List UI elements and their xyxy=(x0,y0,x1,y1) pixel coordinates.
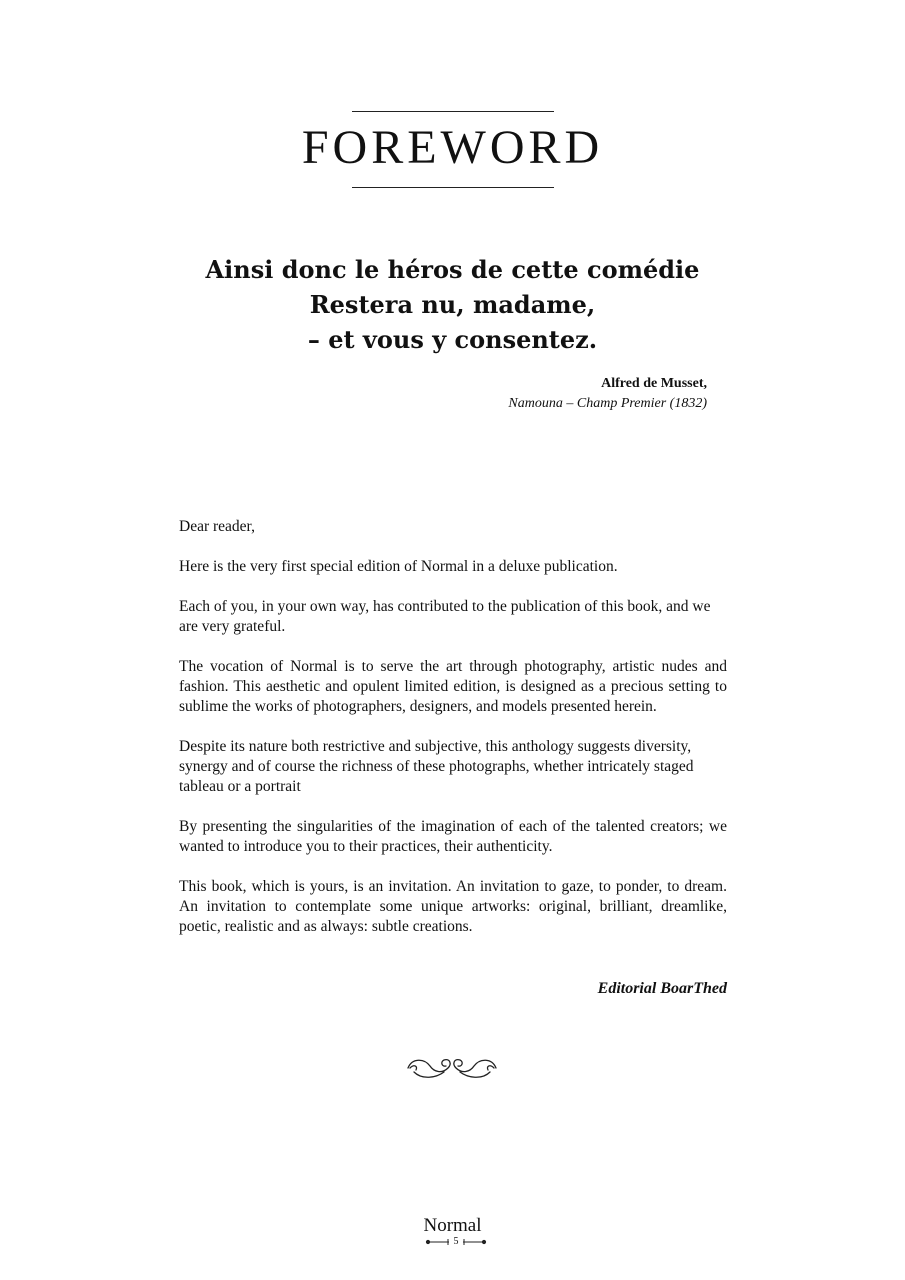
epigraph-work: Namouna – Champ Premier (1832) xyxy=(508,396,707,411)
footer-page-marker xyxy=(425,1235,487,1249)
title-bottom-rule xyxy=(352,187,554,188)
footer-publication-name: Normal xyxy=(423,1215,482,1236)
page-number: 5 xyxy=(453,1236,459,1247)
letter-paragraph: This book, which is yours, is an invitation. An invitation to gaze, to ponder, to dream. An invitation to contemplate some unique artworks: original, brilliant, dreamlike, poetic, realistic and as always: subtle creations. xyxy=(179,878,727,935)
epigraph-line: Restera nu, madame, xyxy=(309,290,596,319)
page-title: FOREWORD xyxy=(301,121,604,174)
letter-paragraph: The vocation of Normal is to serve the art through photography, artistic nudes and fashion. This aesthetic and opulent limited edition, is designed as a precious setting to sublime the works of photographers, designers, and models presented herein. xyxy=(179,658,727,715)
epigraph-line: – et vous y consentez. xyxy=(307,325,598,354)
letter-paragraph: Despite its nature both restrictive and subjective, this anthology suggests diversity, synergy and of course the richness of these photographs, whether intricately staged tableau or a portrait xyxy=(179,738,694,795)
letter-greeting: Dear reader, xyxy=(179,518,255,535)
letter-paragraph: Here is the very first special edition of Normal in a deluxe publication. xyxy=(179,558,618,575)
foreword-letter xyxy=(179,517,727,957)
epigraph-quote xyxy=(150,252,755,357)
epigraph-author: Alfred de Musset, xyxy=(601,376,707,391)
letter-paragraph: Each of you, in your own way, has contributed to the publication of this book, and we are very grateful. xyxy=(179,598,711,635)
letter-paragraph: By presenting the singularities of the imagination of each of the talented creators; we wanted to introduce you to their practices, their authenticity. xyxy=(179,818,727,855)
flourish-ornament-icon xyxy=(404,1052,500,1082)
title-top-rule xyxy=(352,111,554,112)
epigraph-attribution xyxy=(508,374,707,414)
editorial-signature: Editorial BoarThed xyxy=(597,980,727,997)
epigraph-line: Ainsi donc le héros de cette comédie xyxy=(205,255,700,284)
